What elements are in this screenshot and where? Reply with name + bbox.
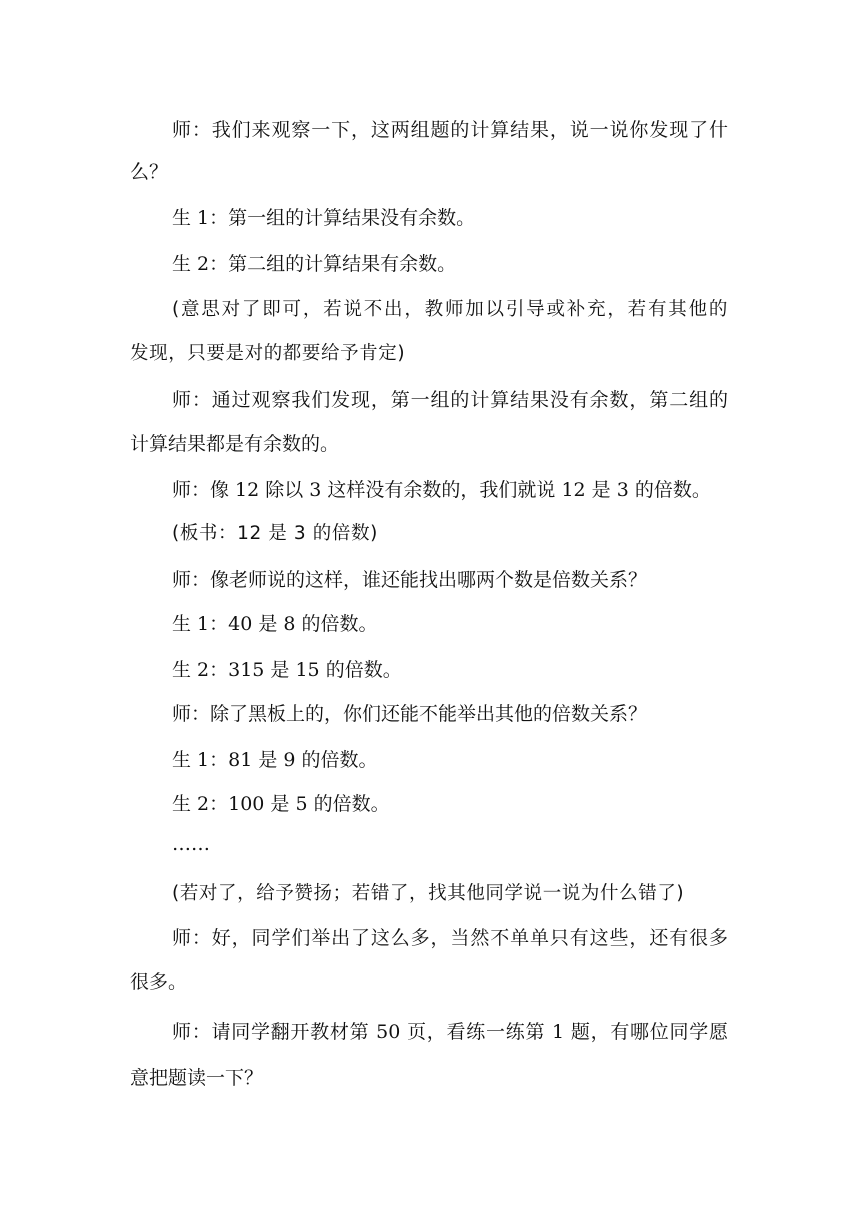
paragraph-line-5: (意思对了即可，若说不出，教师加以引导或补充，若有其他的 xyxy=(172,299,728,320)
paragraph-line-15: 生 1：81 是 9 的倍数。 xyxy=(172,749,378,771)
paragraph-line-12: 生 1：40 是 8 的倍数。 xyxy=(172,613,378,635)
paragraph-line-11: 师：像老师说的这样，谁还能找出哪两个数是倍数关系？ xyxy=(172,569,648,591)
paragraph-line-20: 很多。 xyxy=(130,971,188,993)
paragraph-line-6: 发现，只要是对的都要给予肯定) xyxy=(130,343,406,364)
paragraph-line-19: 师：好，同学们举出了这么多，当然不单单只有这些，还有很多 xyxy=(172,927,728,949)
paragraph-line-13: 生 2：315 是 15 的倍数。 xyxy=(172,659,402,681)
paragraph-line-16: 生 2：100 是 5 的倍数。 xyxy=(172,793,390,815)
paragraph-line-21: 师：请同学翻开教材第 50 页，看练一练第 1 题，有哪位同学愿 xyxy=(172,1021,728,1043)
paragraph-line-2: 么？ xyxy=(130,161,169,183)
paragraph-line-18: (若对了，给予赞扬；若错了，找其他同学说一说为什么错了) xyxy=(172,883,685,904)
paragraph-line-10: (板书：12 是 3 的倍数) xyxy=(172,523,378,544)
paragraph-line-1: 师：我们来观察一下，这两组题的计算结果，说一说你发现了什 xyxy=(172,119,728,141)
paragraph-line-9: 师：像 12 除以 3 这样没有余数的，我们就说 12 是 3 的倍数。 xyxy=(172,479,711,501)
paragraph-line-22: 意把题读一下？ xyxy=(130,1067,264,1089)
paragraph-line-8: 计算结果都是有余数的。 xyxy=(130,433,340,455)
paragraph-line-3: 生 1：第一组的计算结果没有余数。 xyxy=(172,207,476,229)
paragraph-line-7: 师：通过观察我们发现，第一组的计算结果没有余数，第二组的 xyxy=(172,389,728,411)
paragraph-line-14: 师：除了黑板上的，你们还能不能举出其他的倍数关系？ xyxy=(172,703,648,725)
paragraph-line-4: 生 2：第二组的计算结果有余数。 xyxy=(172,253,457,275)
paragraph-line-17: …… xyxy=(172,833,210,855)
